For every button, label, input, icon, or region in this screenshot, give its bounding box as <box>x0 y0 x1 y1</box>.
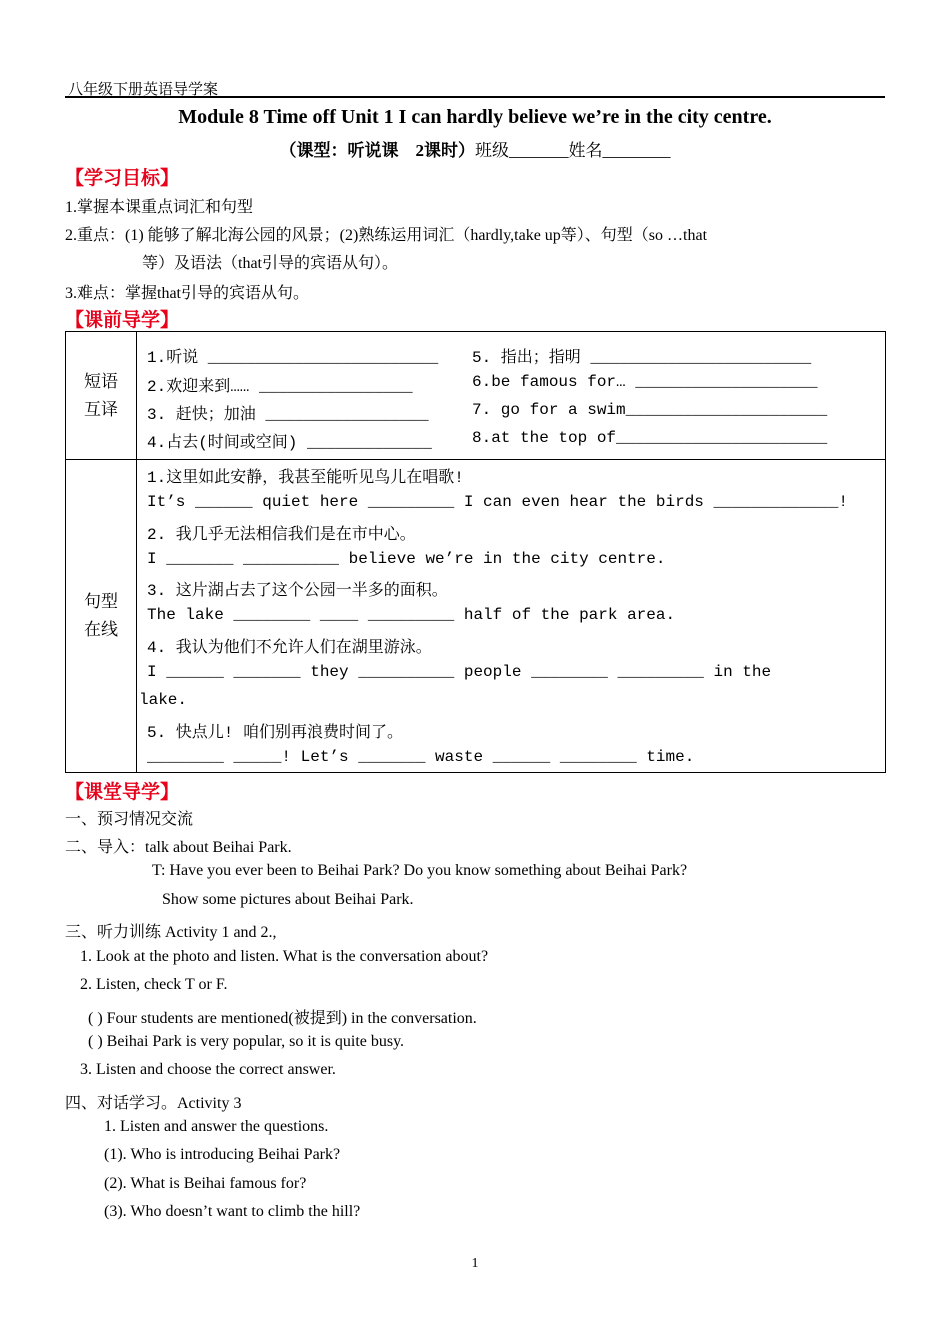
objective-1: 1.掌握本课重点词汇和句型 <box>65 199 254 216</box>
page-number: 1 <box>471 1256 479 1271</box>
listening-2: 2. Listen, check T or F. <box>80 976 228 993</box>
sentence-5-en: ________ _____! Let’s _______ waste ______ ________ time. <box>147 748 695 766</box>
course-type: （课型：听说课 2课时） <box>279 141 475 160</box>
sentence-4-en: I ______ _______ they __________ people ________ _________ in the <box>147 663 772 681</box>
question-3: (3). Who doesn’t want to climb the hill? <box>104 1203 361 1220</box>
sentence-label: 句型 在线 <box>84 592 118 639</box>
preview-table <box>65 331 886 773</box>
phrase-5: 5. 指出；指明 _______________________ <box>472 349 812 367</box>
document-title: Module 8 Time off Unit 1 I can hardly believe we’re in the city centre. <box>178 106 772 128</box>
section-preview: 【课前导学】 <box>65 309 180 331</box>
section-objectives: 【学习目标】 <box>65 167 180 189</box>
dialogue-task: 1. Listen and answer the questions. <box>104 1118 329 1135</box>
classroom-step-4: 四、对话学习。Activity 3 <box>65 1095 242 1112</box>
sentence-3-zh: 3. 这片湖占去了这个公园一半多的面积。 <box>147 582 448 600</box>
sentence-4-zh: 4. 我认为他们不允许人们在湖里游泳。 <box>147 639 432 657</box>
true-false-2: ( ) Beihai Park is very popular, so it is quite busy. <box>88 1033 405 1050</box>
phrase-8: 8.at the top of______________________ <box>472 429 828 447</box>
sentence-5-zh: 5. 快点儿! 咱们别再浪费时间了。 <box>147 724 404 742</box>
classroom-step-1: 一、预习情况交流 <box>65 811 194 828</box>
teacher-question: T: Have you ever been to Beihai Park? Do you know something about Beihai Park? <box>152 862 688 879</box>
true-false-1: ( ) Four students are mentioned(被提到) in the conversation. <box>88 1010 477 1027</box>
listening-1: 1. Look at the photo and listen. What is the conversation about? <box>80 948 489 965</box>
phrase-label-cell <box>66 332 137 460</box>
question-1: (1). Who is introducing Beihai Park? <box>104 1146 341 1163</box>
sentence-4-en-continued: lake. <box>139 691 188 709</box>
sentence-cell <box>137 460 886 773</box>
sentence-2-en: I _______ __________ believe we’re in the city centre. <box>147 550 666 568</box>
classroom-step-2: 二、导入：talk about Beihai Park. <box>65 839 292 856</box>
sentence-3-en: The lake ________ ____ _________ half of the park area. <box>147 606 676 624</box>
header-rule <box>65 96 885 98</box>
class-name-fields: 班级_______姓名________ <box>475 141 671 160</box>
section-classroom: 【课堂导学】 <box>65 781 180 803</box>
phrase-label: 短语 互译 <box>84 371 118 419</box>
phrase-4: 4.占去(时间或空间) _____________ <box>147 434 432 452</box>
sentence-1-zh: 1.这里如此安静，我甚至能听见鸟儿在唱歌! <box>147 469 464 487</box>
sentence-1-en: It’s ______ quiet here _________ I can even hear the birds _____________! <box>147 493 848 511</box>
objective-2-continued: 等）及语法（that引导的宾语从句）。 <box>142 255 398 272</box>
objective-2: 2.重点：(1) 能够了解北海公园的风景；(2)熟练运用词汇（hardly,take up等）、句型（so …that <box>65 227 708 244</box>
phrase-6: 6.be famous for… ___________________ <box>472 373 818 391</box>
phrase-7: 7. go for a swim_____________________ <box>472 401 828 419</box>
listening-3: 3. Listen and choose the correct answer. <box>80 1061 336 1078</box>
objective-3: 3.难点：掌握that引导的宾语从句。 <box>65 285 309 302</box>
phrase-2: 2.欢迎来到…… ________________ <box>147 378 413 396</box>
running-header: 八年级下册英语导学案 <box>68 82 219 98</box>
sentence-2-zh: 2. 我几乎无法相信我们是在市中心。 <box>147 526 416 544</box>
phrase-1: 1.听说 ________________________ <box>147 349 439 367</box>
show-pictures: Show some pictures about Beihai Park. <box>162 891 414 908</box>
phrase-cell <box>137 332 886 460</box>
sentence-label-cell <box>66 460 137 773</box>
phrase-3: 3. 赶快；加油 _________________ <box>147 406 429 424</box>
subtitle <box>65 136 885 161</box>
classroom-step-3: 三、听力训练 Activity 1 and 2., <box>65 924 277 941</box>
question-2: (2). What is Beihai famous for? <box>104 1175 307 1192</box>
